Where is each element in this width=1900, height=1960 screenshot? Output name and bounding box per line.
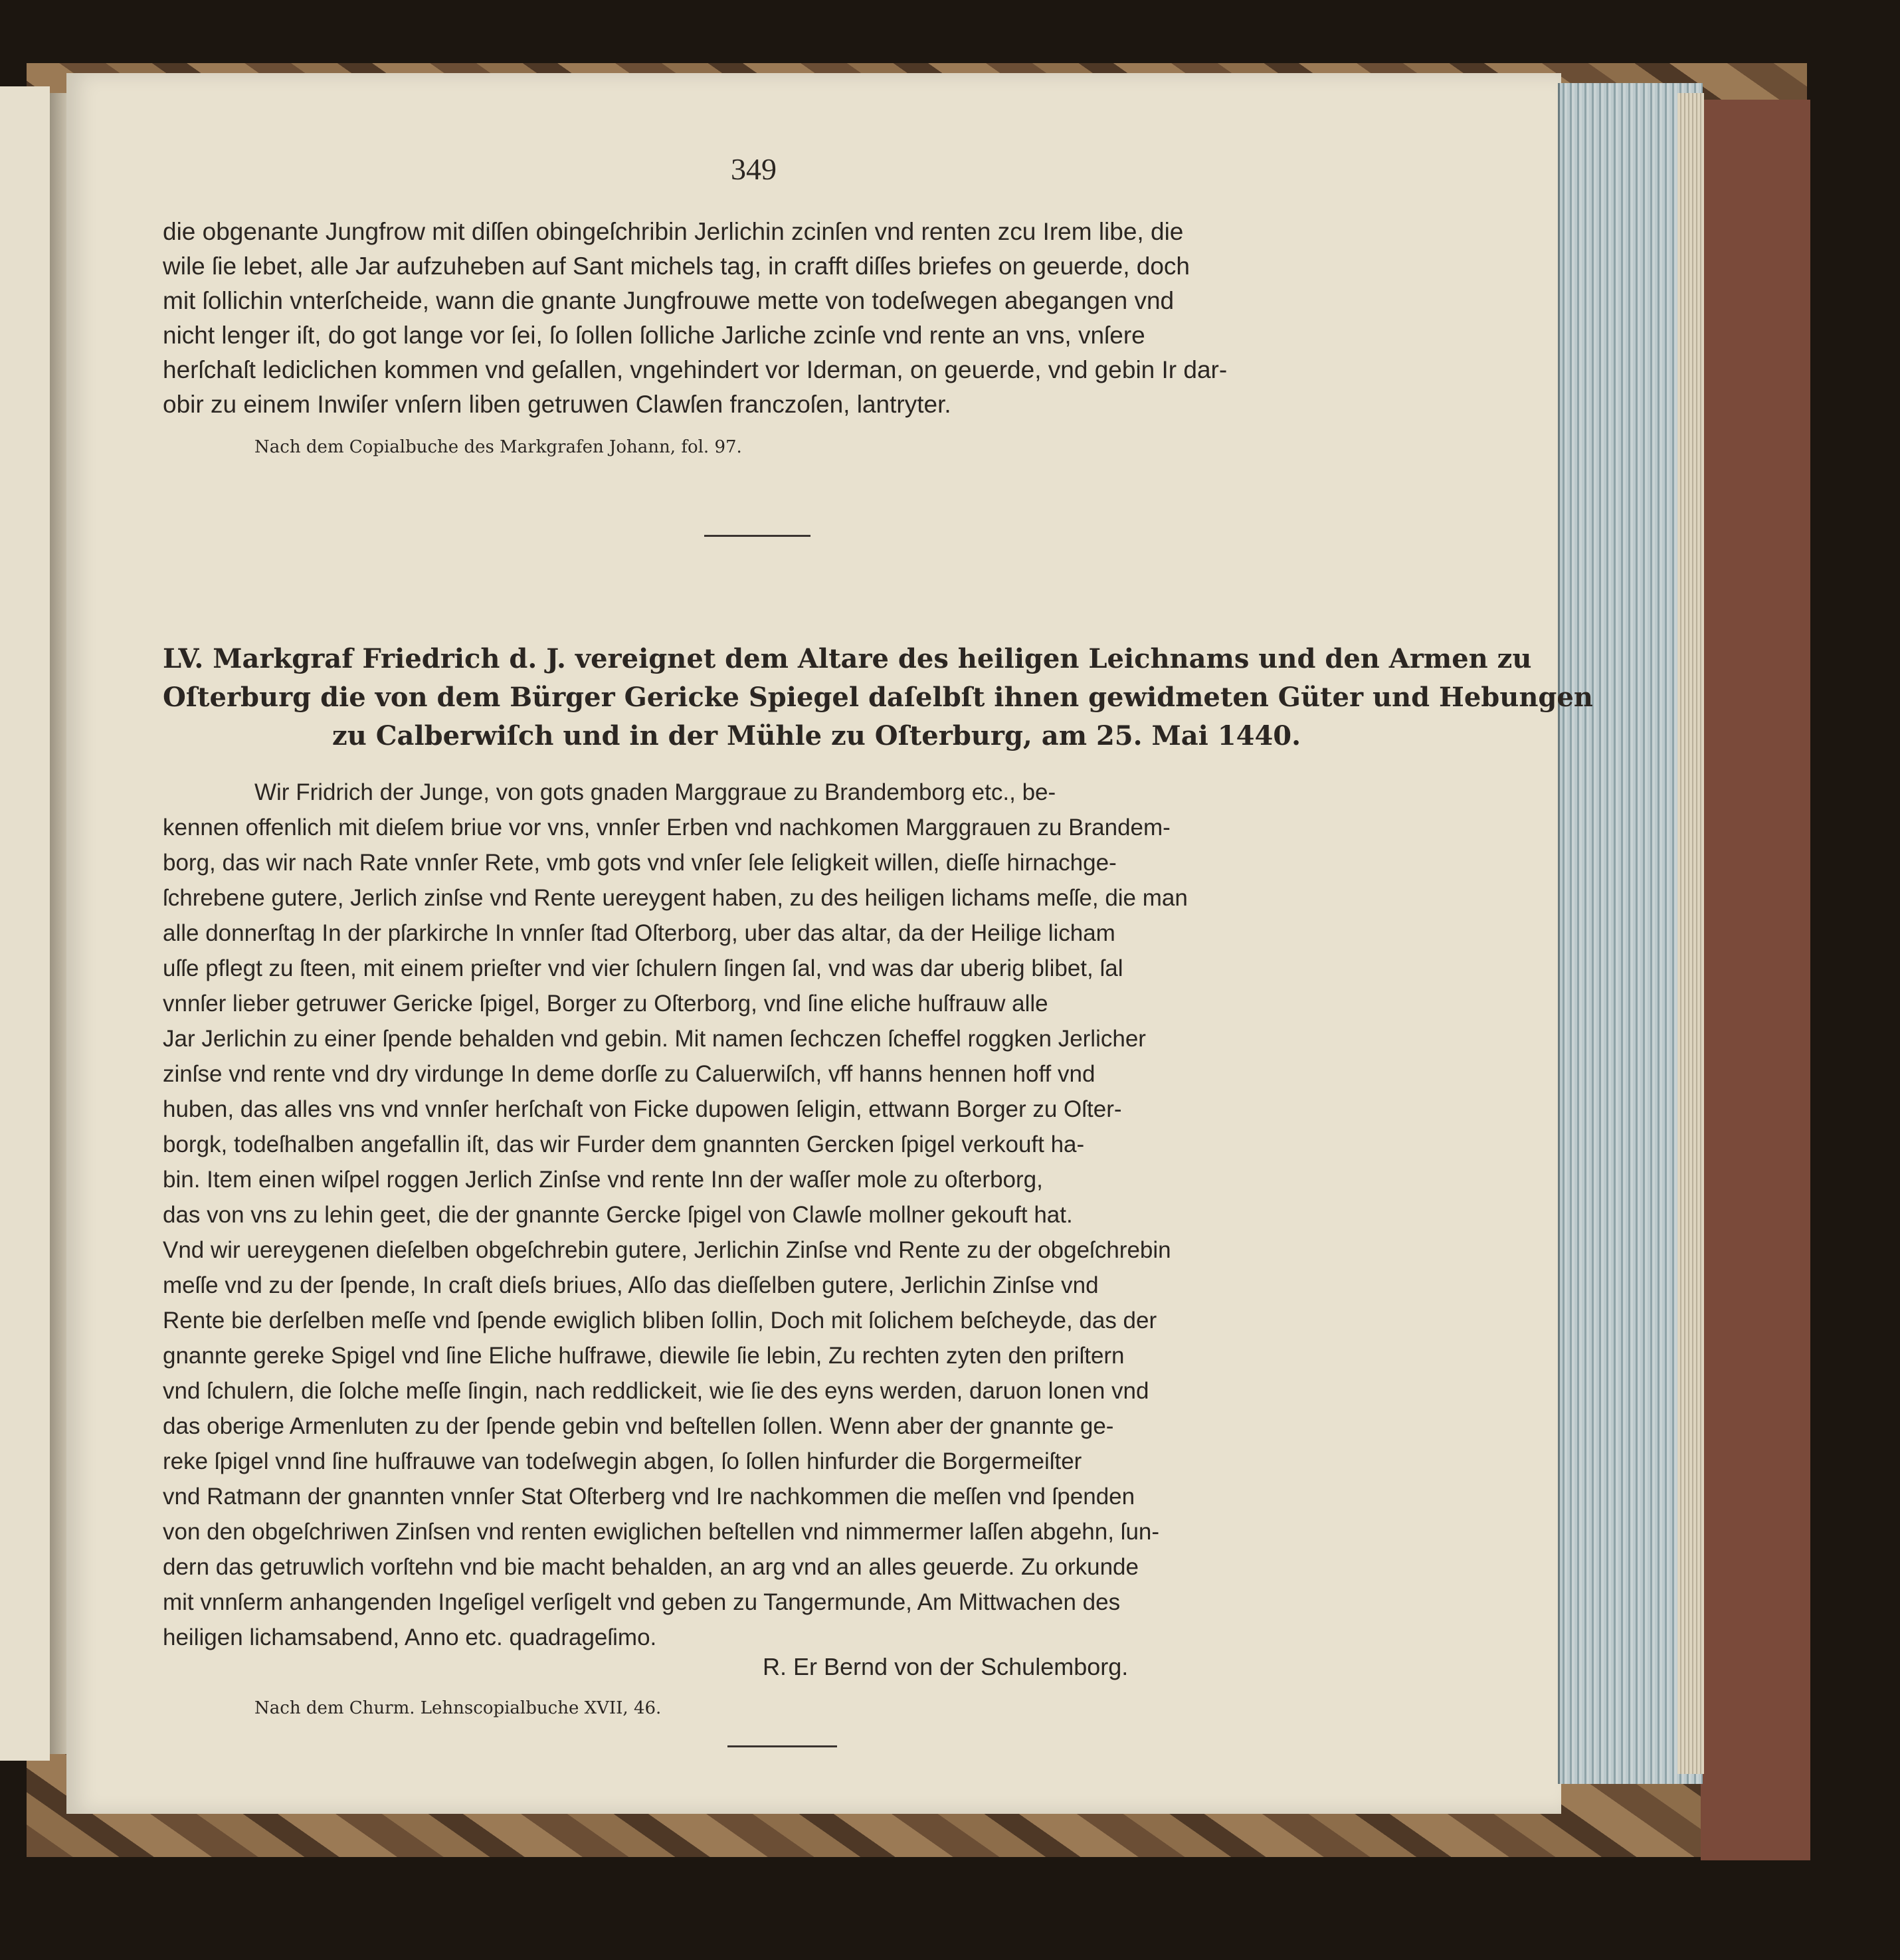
text-line: huben, das alles vns vnd vnnſer herſchaſt von Ficke dupowen ſeligin, ettwann Borger zu Oſter- bbox=[163, 1096, 1122, 1122]
heading-line: zu Calberwiſch und in der Mühle zu Oſterburg, am 25. Mai 1440. bbox=[332, 720, 1301, 751]
text-line: Jar Jerlichin zu einer ſpende behalden vnd gebin. Mit namen ſechczen ſcheffel roggken Jerlicher bbox=[163, 1026, 1146, 1052]
end-divider bbox=[727, 1745, 837, 1747]
text-line: Vnd wir uereygenen dieſelben obgeſchrebin gutere, Jerlichin Zinſse vnd Rente zu der obgeſchrebin bbox=[163, 1237, 1171, 1263]
text-line: nicht lenger iſt, do got lange vor ſei, ſo ſollen ſolliche Jarliche zcinſe vnd rente an vns, vnſere bbox=[163, 322, 1145, 349]
text-line: mit vnnſerm anhangenden Ingeſigel verſigelt vnd geben zu Tangermunde, Am Mittwachen des bbox=[163, 1589, 1121, 1615]
source-note: Nach dem Churm. Lehnscopialbuche XVII, 46. bbox=[254, 1698, 662, 1718]
text-line: bin. Item einen wiſpel roggen Jerlich Zinſse vnd rente Inn der waſſer mole zu oſterborg, bbox=[163, 1167, 1043, 1193]
text-line: dern das getruwlich vorſtehn vnd bie macht behalden, an arg vnd an alles geuerde. Zu orkunde bbox=[163, 1554, 1139, 1580]
text-line: heiligen lichamsabend, Anno etc. quadrageſimo. bbox=[163, 1624, 657, 1650]
text-line: borgk, todeſhalben angefallin iſt, das wir Furder dem gnannten Gercken ſpigel verkouft ha- bbox=[163, 1131, 1085, 1157]
text-line: wile ſie lebet, alle Jar aufzuheben auf Sant michels tag, in crafft diſſes briefes on geuerde, doch bbox=[163, 252, 1190, 280]
text-line: mit ſollichin vnterſcheide, wann die gnante Jungfrouwe mette von todeſwegen abegangen vnd bbox=[163, 287, 1175, 314]
page-number: 349 bbox=[731, 152, 777, 186]
source-note: Nach dem Copialbuche des Markgrafen Johann, fol. 97. bbox=[254, 437, 742, 457]
text-line: Wir Fridrich der Junge, von gots gnaden Marggraue zu Brandemborg etc., be- bbox=[254, 779, 1056, 805]
text-line: das von vns zu lehin geet, die der gnannte Gercke ſpigel von Clawſe mollner gekouft hat. bbox=[163, 1202, 1073, 1228]
signature: R. Er Bernd von der Schulemborg. bbox=[763, 1653, 1129, 1680]
text-line: vnd Ratmann der gnannten vnnſer Stat Oſterberg vnd Ire nachkommen die meſſen vnd ſpenden bbox=[163, 1484, 1135, 1510]
text-line: borg, das wir nach Rate vnnſer Rete, vmb gots vnd vnſer ſele ſeligkeit willen, dieſſe hirnachge- bbox=[163, 850, 1117, 876]
text-line: alle donnerſtag In der pſarkirche In vnnſer ſtad Oſterborg, uber das altar, da der Heilige licham bbox=[163, 920, 1115, 946]
text-line: von den obgeſchriwen Zinſsen vnd renten ewiglichen beſtellen vnd nimmermer laſſen abgehn, ſun- bbox=[163, 1519, 1160, 1545]
heading-line: Oſterburg die von dem Bürger Gericke Spiegel daſelbſt ihnen gewidmeten Güter und Hebungen bbox=[163, 682, 1593, 713]
text-line: gnannte gereke Spigel vnd ſine Eliche huſfrawe, diewile ſie lebin, Zu rechten zyten den priſtern bbox=[163, 1343, 1125, 1369]
text-line: herſchaſt lediclichen kommen vnd geſallen, vngehindert vor Iderman, on geuerde, vnd gebin Ir dar- bbox=[163, 356, 1228, 383]
text-line: vnd ſchulern, die ſolche meſſe ſingin, nach reddlickeit, wie ſie des eyns werden, daruon lonen vnd bbox=[163, 1378, 1149, 1404]
text-line: die obgenante Jungfrow mit diſſen obingeſchribin Jerlichin zcinſen vnd renten zcu Irem libe, die bbox=[163, 218, 1184, 245]
text-line: uſſe pflegt zu ſteen, mit einem prieſter vnd vier ſchulern ſingen ſal, vnd was dar uberig blibet, ſal bbox=[163, 955, 1123, 981]
text-line: das oberige Armenluten zu der ſpende gebin vnd beſtellen ſollen. Wenn aber der gnannte ge- bbox=[163, 1413, 1114, 1439]
text-line: ſchrebene gutere, Jerlich zinſse vnd Rente uereygent haben, zu des heiligen lichams meſſe, die man bbox=[163, 885, 1188, 911]
heading-line: LV. Markgraf Friedrich d. J. vereignet dem Altare des heiligen Leichnams und den Armen zu bbox=[163, 643, 1532, 674]
text-line: reke ſpigel vnnd ſine huſfrauwe van todeſwegin abgen, ſo ſollen hinfurder die Borgermeiſter bbox=[163, 1448, 1082, 1474]
text-line: meſſe vnd zu der ſpende, In craſt dieſs briues, Alſo das dieſſelben gutere, Jerlichin Zinſse vnd bbox=[163, 1272, 1099, 1298]
text-line: vnnſer lieber getruwer Gericke ſpigel, Borger zu Oſterborg, vnd ſine eliche huſfrauw alle bbox=[163, 991, 1048, 1017]
left-page bbox=[0, 86, 50, 1761]
text-line: kennen offenlich mit dieſem briue vor vns, vnnſer Erben vnd nachkomen Marggrauen zu Brandem- bbox=[163, 815, 1171, 840]
text-line: zinſse vnd rente vnd dry virdunge In deme dorſſe zu Caluerwiſch, vff hanns hennen hoff vnd bbox=[163, 1061, 1095, 1087]
text-line: Rente bie derſelben meſſe vnd ſpende ewiglich bliben ſollin, Doch mit ſolichem beſcheyde, das der bbox=[163, 1308, 1157, 1333]
page-block-edges-inner bbox=[1677, 93, 1704, 1774]
section-divider bbox=[704, 535, 810, 537]
book-cover-edge bbox=[1701, 100, 1810, 1860]
text-line: obir zu einem Inwiſer vnſern liben getruwen Clawſen franczoſen, lantryter. bbox=[163, 391, 951, 418]
